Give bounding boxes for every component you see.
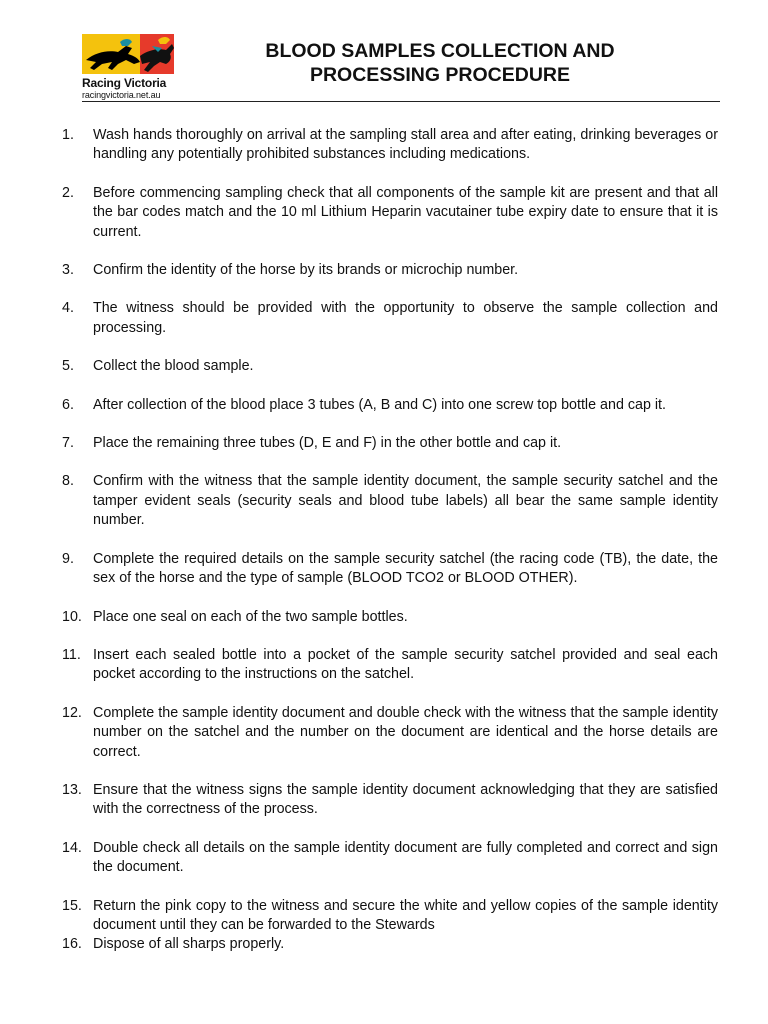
list-item — [62, 396, 718, 415]
item-number: 9. — [62, 550, 74, 567]
list-item — [62, 472, 718, 530]
item-number: 6. — [62, 396, 74, 413]
item-text: Insert each sealed bottle into a pocket of the sample security satchel provided and seal each pocket according to the instructions on the satchel. — [93, 646, 718, 683]
item-number: 7. — [62, 435, 74, 452]
logo-url: racingvictoria.net.au — [82, 90, 161, 100]
procedure-list — [62, 126, 718, 955]
list-item — [62, 357, 718, 376]
title-line-1: BLOOD SAMPLES COLLECTION AND — [265, 40, 615, 62]
document-title — [200, 39, 680, 87]
list-item — [62, 839, 718, 878]
item-number: 10. — [62, 608, 82, 625]
item-number: 16. — [62, 936, 82, 953]
racing-victoria-logo — [82, 34, 174, 100]
item-number: 13. — [62, 781, 82, 798]
item-number: 15. — [62, 897, 82, 914]
item-number: 3. — [62, 262, 74, 279]
item-text: Double check all details on the sample identity document are fully completed and correct and sign the document. — [93, 839, 718, 876]
item-text: Ensure that the witness signs the sample identity document acknowledging that they are satisfied with the correctness of the process. — [93, 781, 718, 818]
item-text: After collection of the blood place 3 tubes (A, B and C) into one screw top bottle and cap it. — [93, 396, 667, 413]
item-text: Complete the required details on the sample security satchel (the racing code (TB), the date, the sex of the horse and the type of sample (BLOOD TCO2 or BLOOD OTHER). — [93, 550, 718, 587]
item-text: The witness should be provided with the opportunity to observe the sample collection and processing. — [93, 300, 718, 336]
list-item — [62, 704, 718, 762]
list-item — [62, 781, 718, 820]
item-text: Place the remaining three tubes (D, E and F) in the other bottle and cap it. — [93, 435, 562, 452]
item-text: Before commencing sampling check that all components of the sample kit are present and that all the bar codes match and the 10 ml Lithium Heparin vacutainer tube expiry date to ensure that it is current. — [93, 184, 718, 240]
list-item — [62, 608, 718, 627]
item-text: Place one seal on each of the two sample bottles. — [93, 608, 408, 625]
item-text: Complete the sample identity document and double check with the witness that the sample identity number on the satchel and the number on the document are identical and the horse details are correct. — [93, 704, 718, 760]
list-item — [62, 935, 718, 954]
list-item — [62, 126, 718, 165]
item-number: 1. — [62, 127, 74, 143]
list-item — [62, 897, 718, 936]
item-text: Collect the blood sample. — [93, 358, 254, 375]
item-number: 4. — [62, 300, 74, 317]
item-number: 12. — [62, 704, 82, 721]
item-number: 5. — [62, 358, 74, 375]
list-item — [62, 261, 718, 280]
item-text: Confirm the identity of the horse by its brands or microchip number. — [93, 262, 519, 279]
item-number: 2. — [62, 184, 74, 201]
list-item — [62, 184, 718, 242]
title-line-2: PROCESSING PROCEDURE — [309, 64, 571, 86]
list-item — [62, 646, 718, 685]
item-text: Confirm with the witness that the sample identity document, the sample security satchel and the tamper evident seals (security seals and blood tube labels) all bear the same sample identity number. — [93, 473, 718, 529]
item-number: 11. — [62, 646, 81, 663]
header-divider — [82, 101, 720, 102]
item-number: 8. — [62, 473, 74, 490]
list-item — [62, 299, 718, 338]
item-number: 14. — [62, 839, 82, 856]
horse-and-jockey-logo-icon — [82, 34, 174, 74]
list-item — [62, 550, 718, 589]
logo-name: Racing Victoria — [82, 76, 167, 90]
item-text: Return the pink copy to the witness and secure the white and yellow copies of the sample identity document until they can be forwarded to the Stewards — [93, 897, 718, 933]
list-item — [62, 434, 718, 453]
item-text: Dispose of all sharps properly. — [93, 936, 285, 953]
item-text: Wash hands thoroughly on arrival at the sampling stall area and after eating, drinking beverages or handling any potentially prohibited substances including medications. — [93, 127, 718, 163]
